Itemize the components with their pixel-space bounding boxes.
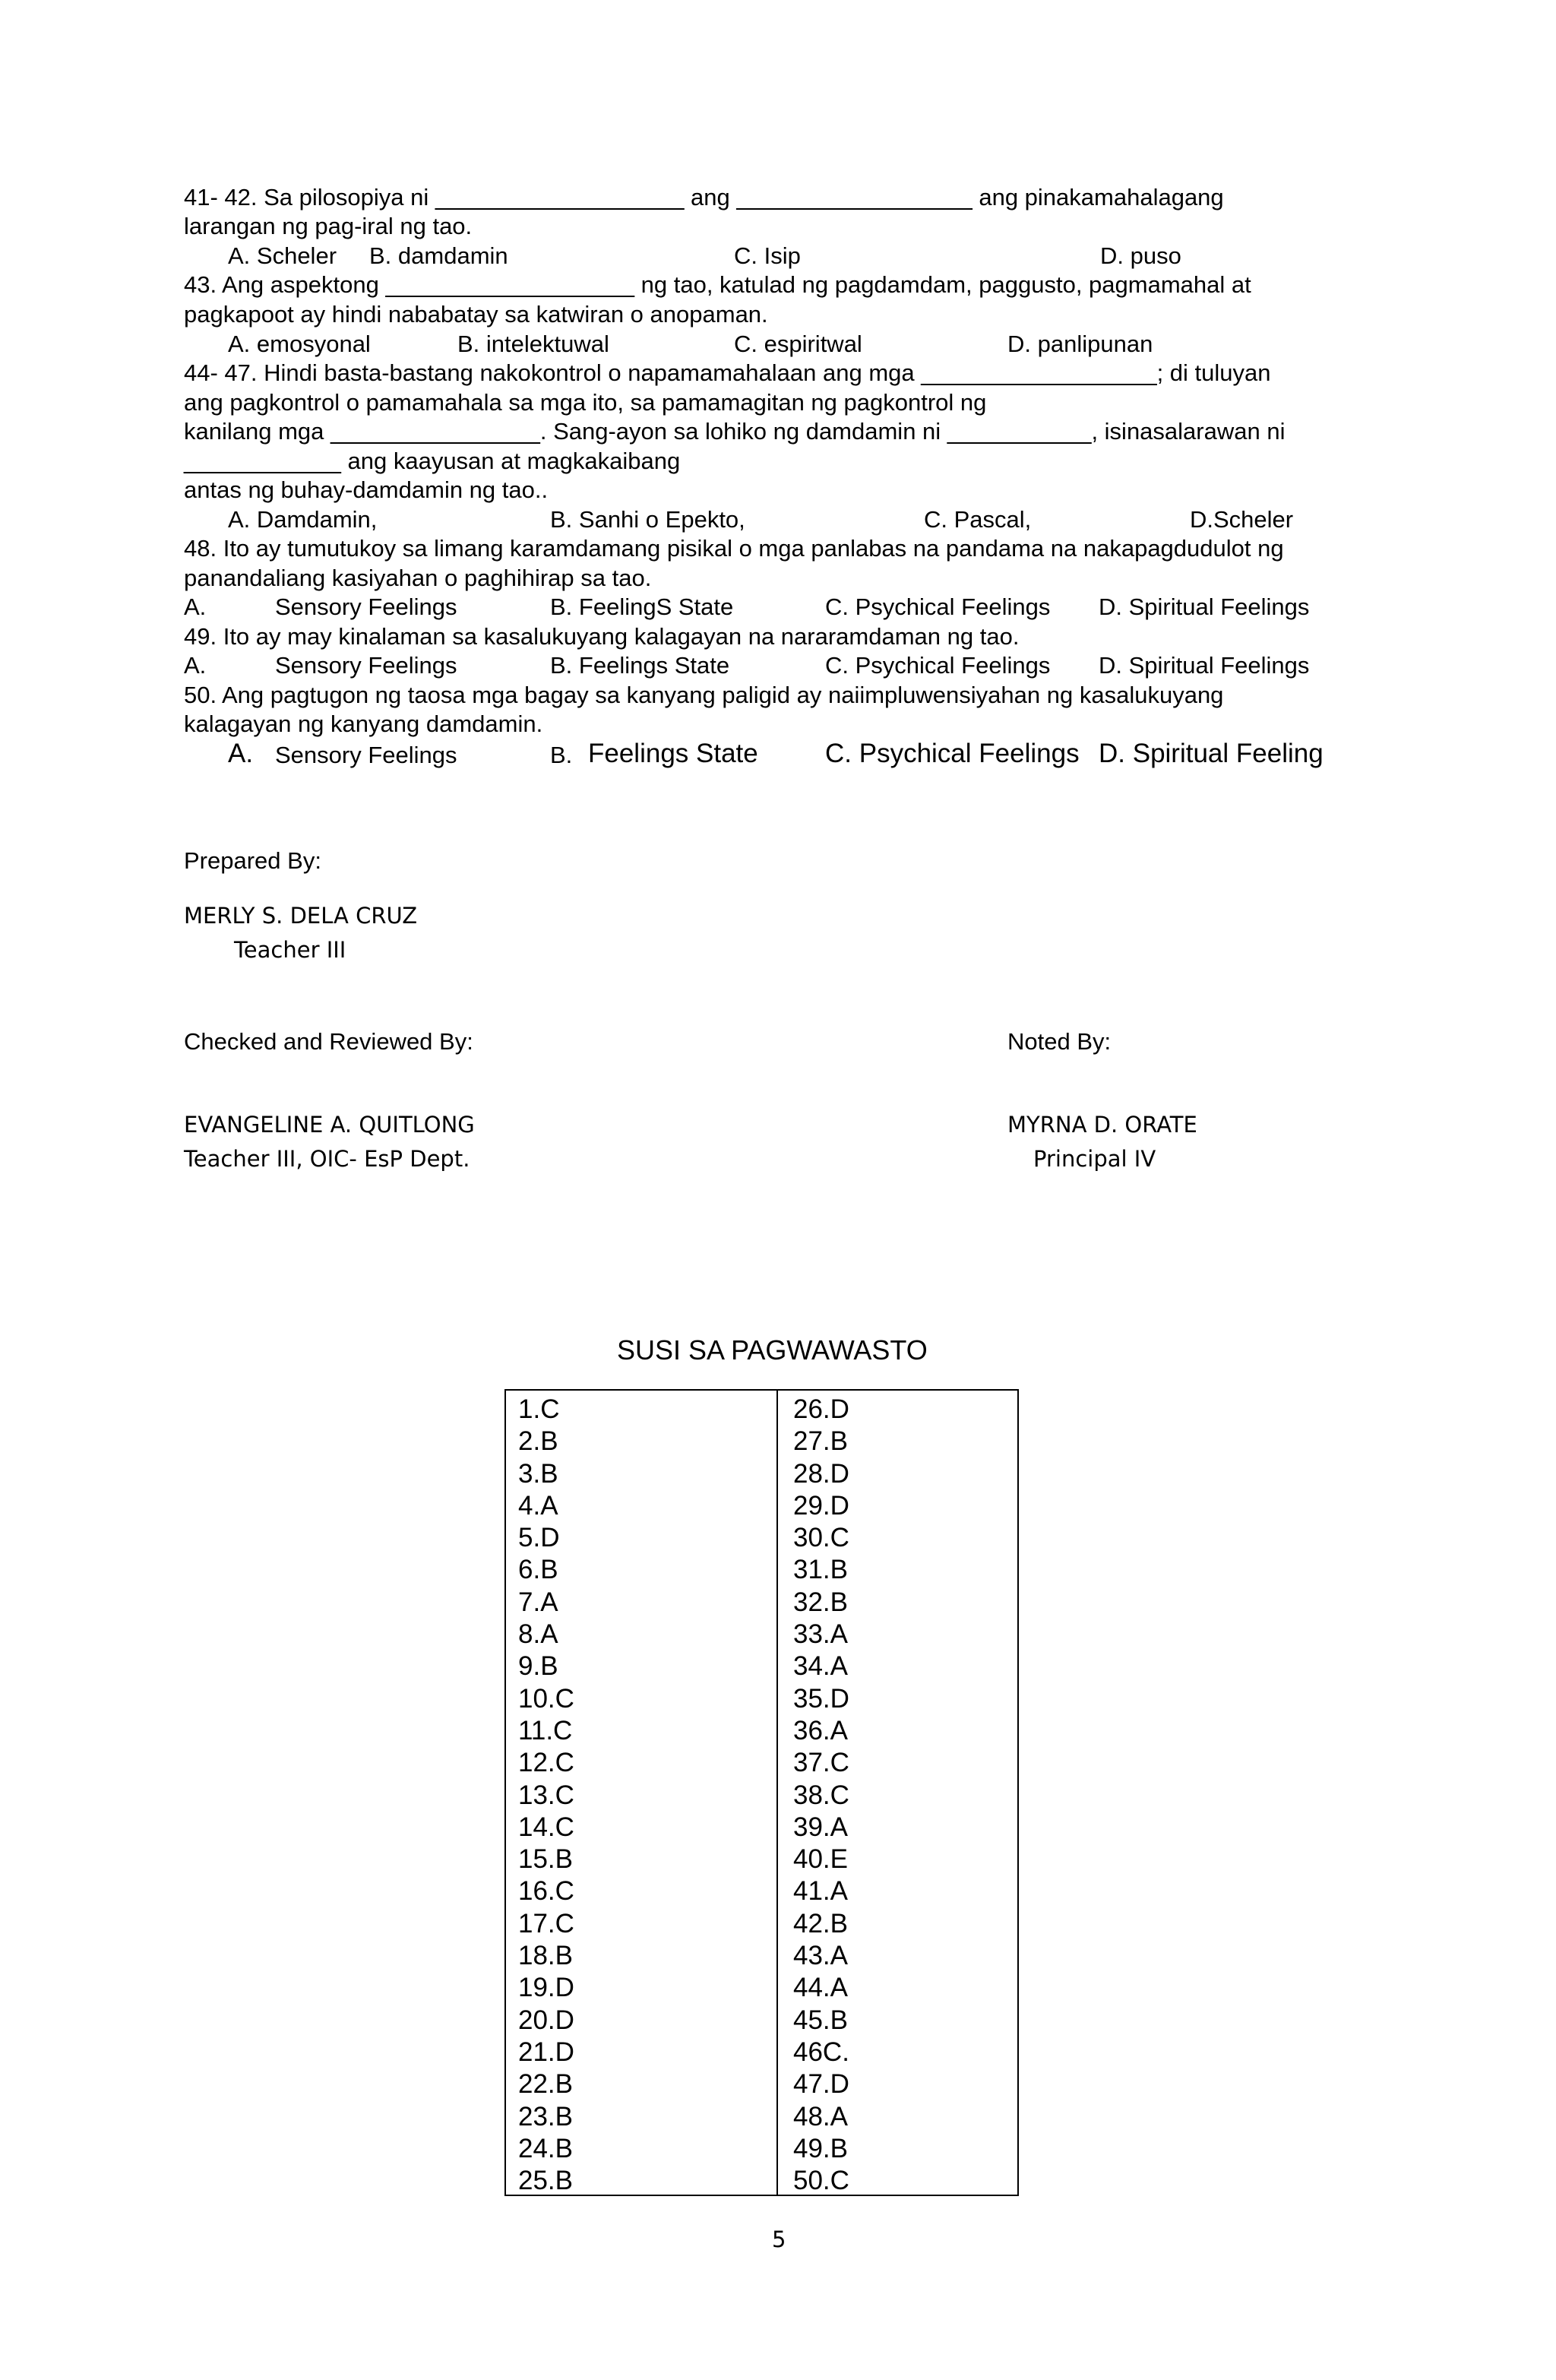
q43-text-line1: 43. Ang aspektong ___________________ ng tao, katulad ng pagdamdam, paggusto, pagmamahal at bbox=[184, 271, 1251, 298]
answer-key-item: 26.D bbox=[793, 1394, 849, 1424]
answer-key-item: 46C. bbox=[793, 2037, 849, 2067]
q50-option-b-letter: B. bbox=[550, 742, 573, 768]
answer-key-item: 16.C bbox=[518, 1876, 574, 1907]
checked-by-label: Checked and Reviewed By: bbox=[184, 1028, 473, 1055]
answer-key-item: 19.D bbox=[518, 1973, 574, 2003]
q48-text-line2: panandaliang kasiyahan o paghihirap sa tao. bbox=[184, 565, 652, 591]
q41-option-b: B. damdamin bbox=[369, 242, 508, 269]
answer-key-item: 6.B bbox=[518, 1555, 558, 1585]
q49-option-a-letter: A. bbox=[184, 652, 207, 679]
answer-key-item: 15.B bbox=[518, 1844, 573, 1875]
q44-text-line4: ____________ ang kaayusan at magkakaibang bbox=[184, 448, 681, 474]
answer-key-item: 50.C bbox=[793, 2166, 849, 2196]
answer-key-item: 14.C bbox=[518, 1812, 574, 1842]
q50-option-a-letter: A. bbox=[228, 739, 254, 768]
q50-text-line1: 50. Ang pagtugon ng taosa mga bagay sa kanyang paligid ay naiimpluwensiyahan ng kasalukuyang bbox=[184, 682, 1224, 708]
answer-key-item: 8.A bbox=[518, 1619, 558, 1650]
q48-option-a: Sensory Feelings bbox=[275, 593, 457, 620]
answer-key-item: 44.A bbox=[793, 1973, 848, 2003]
q44-text-line1: 44- 47. Hindi basta-bastang nakokontrol o napamamahalaan ang mga __________________; di tuluyan bbox=[184, 359, 1271, 386]
answer-key-item: 22.B bbox=[518, 2069, 573, 2100]
answer-key-item: 18.B bbox=[518, 1941, 573, 1971]
prepared-by-name: MERLY S. DELA CRUZ bbox=[184, 903, 418, 929]
answer-key-item: 23.B bbox=[518, 2101, 573, 2132]
answer-key-item: 36.A bbox=[793, 1715, 848, 1745]
answer-key-item: 25.B bbox=[518, 2166, 573, 2196]
q43-text-line2: pagkapoot ay hindi nababatay sa katwiran o anopaman. bbox=[184, 301, 768, 328]
q48-option-c: C. Psychical Feelings bbox=[825, 593, 1051, 620]
q41-text-line1: 41- 42. Sa pilosopiya ni ___________________ ang __________________ ang pinakamahalagang bbox=[184, 184, 1224, 210]
q48-text-line1: 48. Ito ay tumutukoy sa limang karamdamang pisikal o mga panlabas na pandama na nakapagdudulot ng bbox=[184, 535, 1284, 562]
noted-by-title: Principal IV bbox=[1033, 1146, 1156, 1172]
q48-option-d: D. Spiritual Feelings bbox=[1099, 593, 1310, 620]
answer-key-item: 27.B bbox=[793, 1426, 848, 1457]
answer-key-item: 32.B bbox=[793, 1587, 848, 1617]
answer-key-item: 43.A bbox=[793, 1941, 848, 1971]
answer-key-item: 38.C bbox=[793, 1780, 849, 1810]
q50-option-a: Sensory Feelings bbox=[275, 742, 457, 768]
q49-option-a: Sensory Feelings bbox=[275, 652, 457, 679]
q44-option-d: D.Scheler bbox=[1190, 506, 1294, 533]
q49-option-b: B. Feelings State bbox=[550, 652, 730, 679]
answer-key-item: 5.D bbox=[518, 1523, 560, 1553]
q43-option-c: C. espiritwal bbox=[734, 331, 862, 357]
answer-key-item: 40.E bbox=[793, 1844, 848, 1875]
answer-key-divider bbox=[776, 1391, 778, 2195]
q44-option-c: C. Pascal, bbox=[924, 506, 1032, 533]
answer-key-item: 49.B bbox=[793, 2133, 848, 2163]
answer-key-item: 30.C bbox=[793, 1523, 849, 1553]
q41-text-line2: larangan ng pag-iral ng tao. bbox=[184, 213, 473, 239]
prepared-by-title: Teacher III bbox=[234, 937, 346, 963]
q49-option-c: C. Psychical Feelings bbox=[825, 652, 1051, 679]
q49-text-line1: 49. Ito ay may kinalaman sa kasalukuyang kalagayan na nararamdaman ng tao. bbox=[184, 623, 1020, 650]
answer-key-item: 17.C bbox=[518, 1908, 574, 1938]
answer-key-item: 10.C bbox=[518, 1683, 574, 1714]
answer-key-item: 45.B bbox=[793, 2005, 848, 2035]
answer-key-item: 20.D bbox=[518, 2005, 574, 2035]
q50-option-d: D. Spiritual Feeling bbox=[1099, 739, 1324, 768]
q43-option-a: A. emosyonal bbox=[228, 331, 371, 357]
q44-text-line5: antas ng buhay-damdamin ng tao.. bbox=[184, 476, 549, 503]
answer-key-item: 47.D bbox=[793, 2069, 849, 2100]
answer-key-table bbox=[504, 1389, 1019, 2196]
noted-by-name: MYRNA D. ORATE bbox=[1007, 1112, 1197, 1138]
checked-by-title: Teacher III, OIC- EsP Dept. bbox=[184, 1146, 470, 1172]
answer-key-item: 33.A bbox=[793, 1619, 848, 1650]
q41-option-d: D. puso bbox=[1100, 242, 1181, 269]
answer-key-item: 7.A bbox=[518, 1587, 558, 1617]
answer-key-item: 12.C bbox=[518, 1748, 574, 1778]
q43-option-b: B. intelektuwal bbox=[457, 331, 609, 357]
q44-option-b: B. Sanhi o Epekto, bbox=[550, 506, 745, 533]
noted-by-label: Noted By: bbox=[1007, 1028, 1112, 1055]
answer-key-right-column bbox=[793, 1394, 849, 2197]
q48-option-a-letter: A. bbox=[184, 593, 207, 620]
answer-key-item: 21.D bbox=[518, 2037, 574, 2067]
answer-key-title: SUSI SA PAGWAWASTO bbox=[617, 1334, 928, 1366]
q49-option-d: D. Spiritual Feelings bbox=[1099, 652, 1310, 679]
answer-key-item: 29.D bbox=[793, 1490, 849, 1521]
q41-option-c: C. Isip bbox=[734, 242, 801, 269]
checked-by-name: EVANGELINE A. QUITLONG bbox=[184, 1112, 475, 1138]
answer-key-item: 28.D bbox=[793, 1458, 849, 1489]
answer-key-item: 13.C bbox=[518, 1780, 574, 1810]
answer-key-item: 11.C bbox=[518, 1715, 573, 1745]
answer-key-item: 35.D bbox=[793, 1683, 849, 1714]
answer-key-item: 39.A bbox=[793, 1812, 848, 1842]
q48-option-b: B. FeelingS State bbox=[550, 593, 734, 620]
q41-option-a: A. Scheler bbox=[228, 242, 337, 269]
answer-key-item: 42.B bbox=[793, 1908, 848, 1938]
answer-key-left-column bbox=[518, 1394, 574, 2197]
q50-option-c: C. Psychical Feelings bbox=[825, 739, 1080, 768]
answer-key-item: 48.A bbox=[793, 2101, 848, 2132]
answer-key-item: 24.B bbox=[518, 2133, 573, 2163]
q44-option-a: A. Damdamin, bbox=[228, 506, 378, 533]
answer-key-item: 31.B bbox=[793, 1555, 848, 1585]
q50-option-b: Feelings State bbox=[588, 739, 758, 768]
answer-key-item: 1.C bbox=[518, 1394, 560, 1424]
q50-text-line2: kalagayan ng kanyang damdamin. bbox=[184, 711, 543, 737]
answer-key-item: 2.B bbox=[518, 1426, 558, 1457]
answer-key-item: 9.B bbox=[518, 1651, 558, 1682]
q44-text-line2: ang pagkontrol o pamamahala sa mga ito, sa pamamagitan ng pagkontrol ng bbox=[184, 389, 987, 416]
answer-key-item: 37.C bbox=[793, 1748, 849, 1778]
prepared-by-label: Prepared By: bbox=[184, 847, 321, 874]
answer-key-item: 4.A bbox=[518, 1490, 558, 1521]
answer-key-item: 34.A bbox=[793, 1651, 848, 1682]
answer-key-item: 41.A bbox=[793, 1876, 848, 1907]
q44-text-line3: kanilang mga ________________. Sang-ayon sa lohiko ng damdamin ni ___________, isinasalarawan ni bbox=[184, 418, 1286, 445]
q43-option-d: D. panlipunan bbox=[1007, 331, 1153, 357]
answer-key-item: 3.B bbox=[518, 1458, 558, 1489]
page-number: 5 bbox=[772, 2227, 786, 2252]
